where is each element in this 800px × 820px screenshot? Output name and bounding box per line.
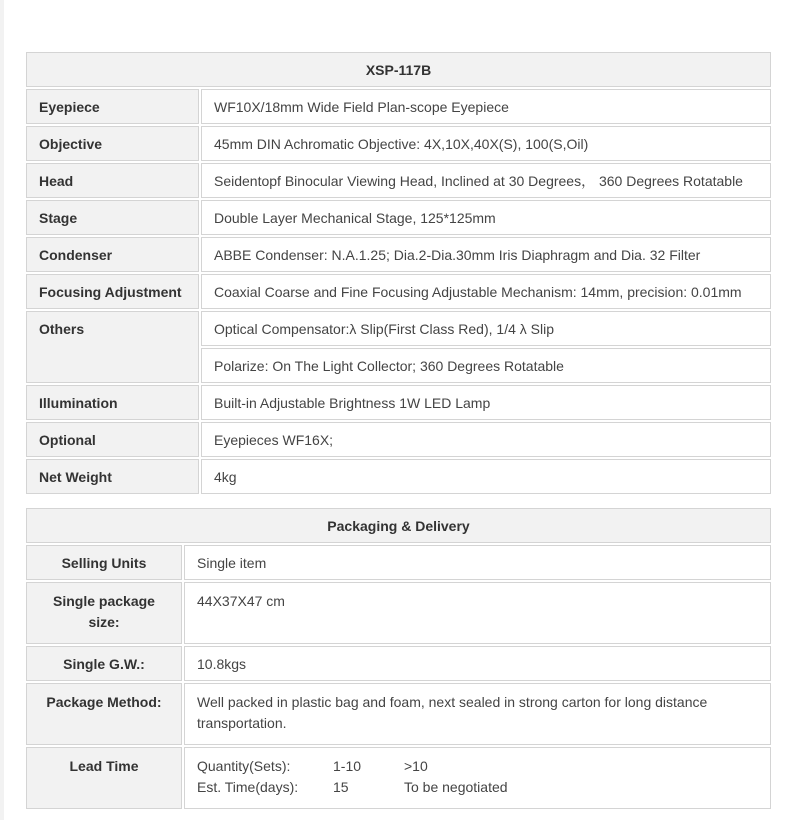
lead-time-days-value-2: To be negotiated [404,779,508,795]
packaging-table [24,506,773,811]
table-row [26,582,771,644]
lead-time-days-value-1: 15 [333,779,349,795]
spec-key-optional: Optional [26,422,199,457]
pack-value-package-size: 44X37X47 cm [184,582,771,644]
pack-value-lead-time [184,747,771,809]
spec-value-head: Seidentopf Binocular Viewing Head, Inclined at 30 Degrees， 360 Degrees Rotatable [201,163,771,198]
spec-value-stage: Double Layer Mechanical Stage, 125*125mm [201,200,771,235]
table-row [26,545,771,580]
table-row [26,385,771,420]
table-row [26,646,771,681]
table-row [26,459,771,494]
spec-value-others-2: Polarize: On The Light Collector; 360 Degrees Rotatable [201,348,771,383]
spec-key-condenser: Condenser [26,237,199,272]
lead-time-days-label: Est. Time(days): [197,779,299,795]
pack-key-package-size: Single package size: [26,582,182,644]
lead-time-days-row [197,777,758,798]
pack-key-method: Package Method: [26,683,182,745]
pack-key-selling-units: Selling Units [26,545,182,580]
table-row [26,747,771,809]
lead-time-quantity-range-2: >10 [404,758,428,774]
spec-value-eyepiece: WF10X/18mm Wide Field Plan-scope Eyepiece [201,89,771,124]
table-row [26,237,771,272]
table-row [26,274,771,309]
spec-value-focusing: Coaxial Coarse and Fine Focusing Adjustable Mechanism: 14mm, precision: 0.01mm [201,274,771,309]
spec-key-others: Others [26,311,199,383]
spec-value-objective: 45mm DIN Achromatic Objective: 4X,10X,40X(S), 100(S,Oil) [201,126,771,161]
specification-table [24,50,773,496]
table-row [26,89,771,124]
spec-key-illumination: Illumination [26,385,199,420]
pack-value-gross-weight: 10.8kgs [184,646,771,681]
table-header-row [26,508,771,543]
table-row [26,683,771,745]
spec-key-stage: Stage [26,200,199,235]
pack-key-lead-time: Lead Time [26,747,182,809]
spec-key-eyepiece: Eyepiece [26,89,199,124]
table-row [26,311,771,346]
pack-value-selling-units: Single item [184,545,771,580]
spec-value-illumination: Built-in Adjustable Brightness 1W LED Lamp [201,385,771,420]
spec-value-condenser: ABBE Condenser: N.A.1.25; Dia.2-Dia.30mm Iris Diaphragm and Dia. 32 Filter [201,237,771,272]
table-row [26,422,771,457]
spec-key-net-weight: Net Weight [26,459,199,494]
packaging-title: Packaging & Delivery [26,508,771,543]
pack-key-gross-weight: Single G.W.: [26,646,182,681]
spec-value-others-1: Optical Compensator:λ Slip(First Class Red), 1/4 λ Slip [201,311,771,346]
table-row [26,200,771,235]
spec-value-optional: Eyepieces WF16X; [201,422,771,457]
lead-time-quantity-range-1: 1-10 [333,758,362,774]
model-title: XSP-117B [26,52,771,87]
spec-value-net-weight: 4kg [201,459,771,494]
lead-time-quantity-row [197,756,758,777]
table-row [26,163,771,198]
table-header-row [26,52,771,87]
spec-key-head: Head [26,163,199,198]
page-left-border [0,0,4,820]
spec-key-objective: Objective [26,126,199,161]
spec-key-focusing: Focusing Adjustment [26,274,199,309]
lead-time-quantity-label: Quantity(Sets): [197,758,291,774]
pack-value-method: Well packed in plastic bag and foam, next sealed in strong carton for long distance transportation. [184,683,771,745]
table-row [26,126,771,161]
